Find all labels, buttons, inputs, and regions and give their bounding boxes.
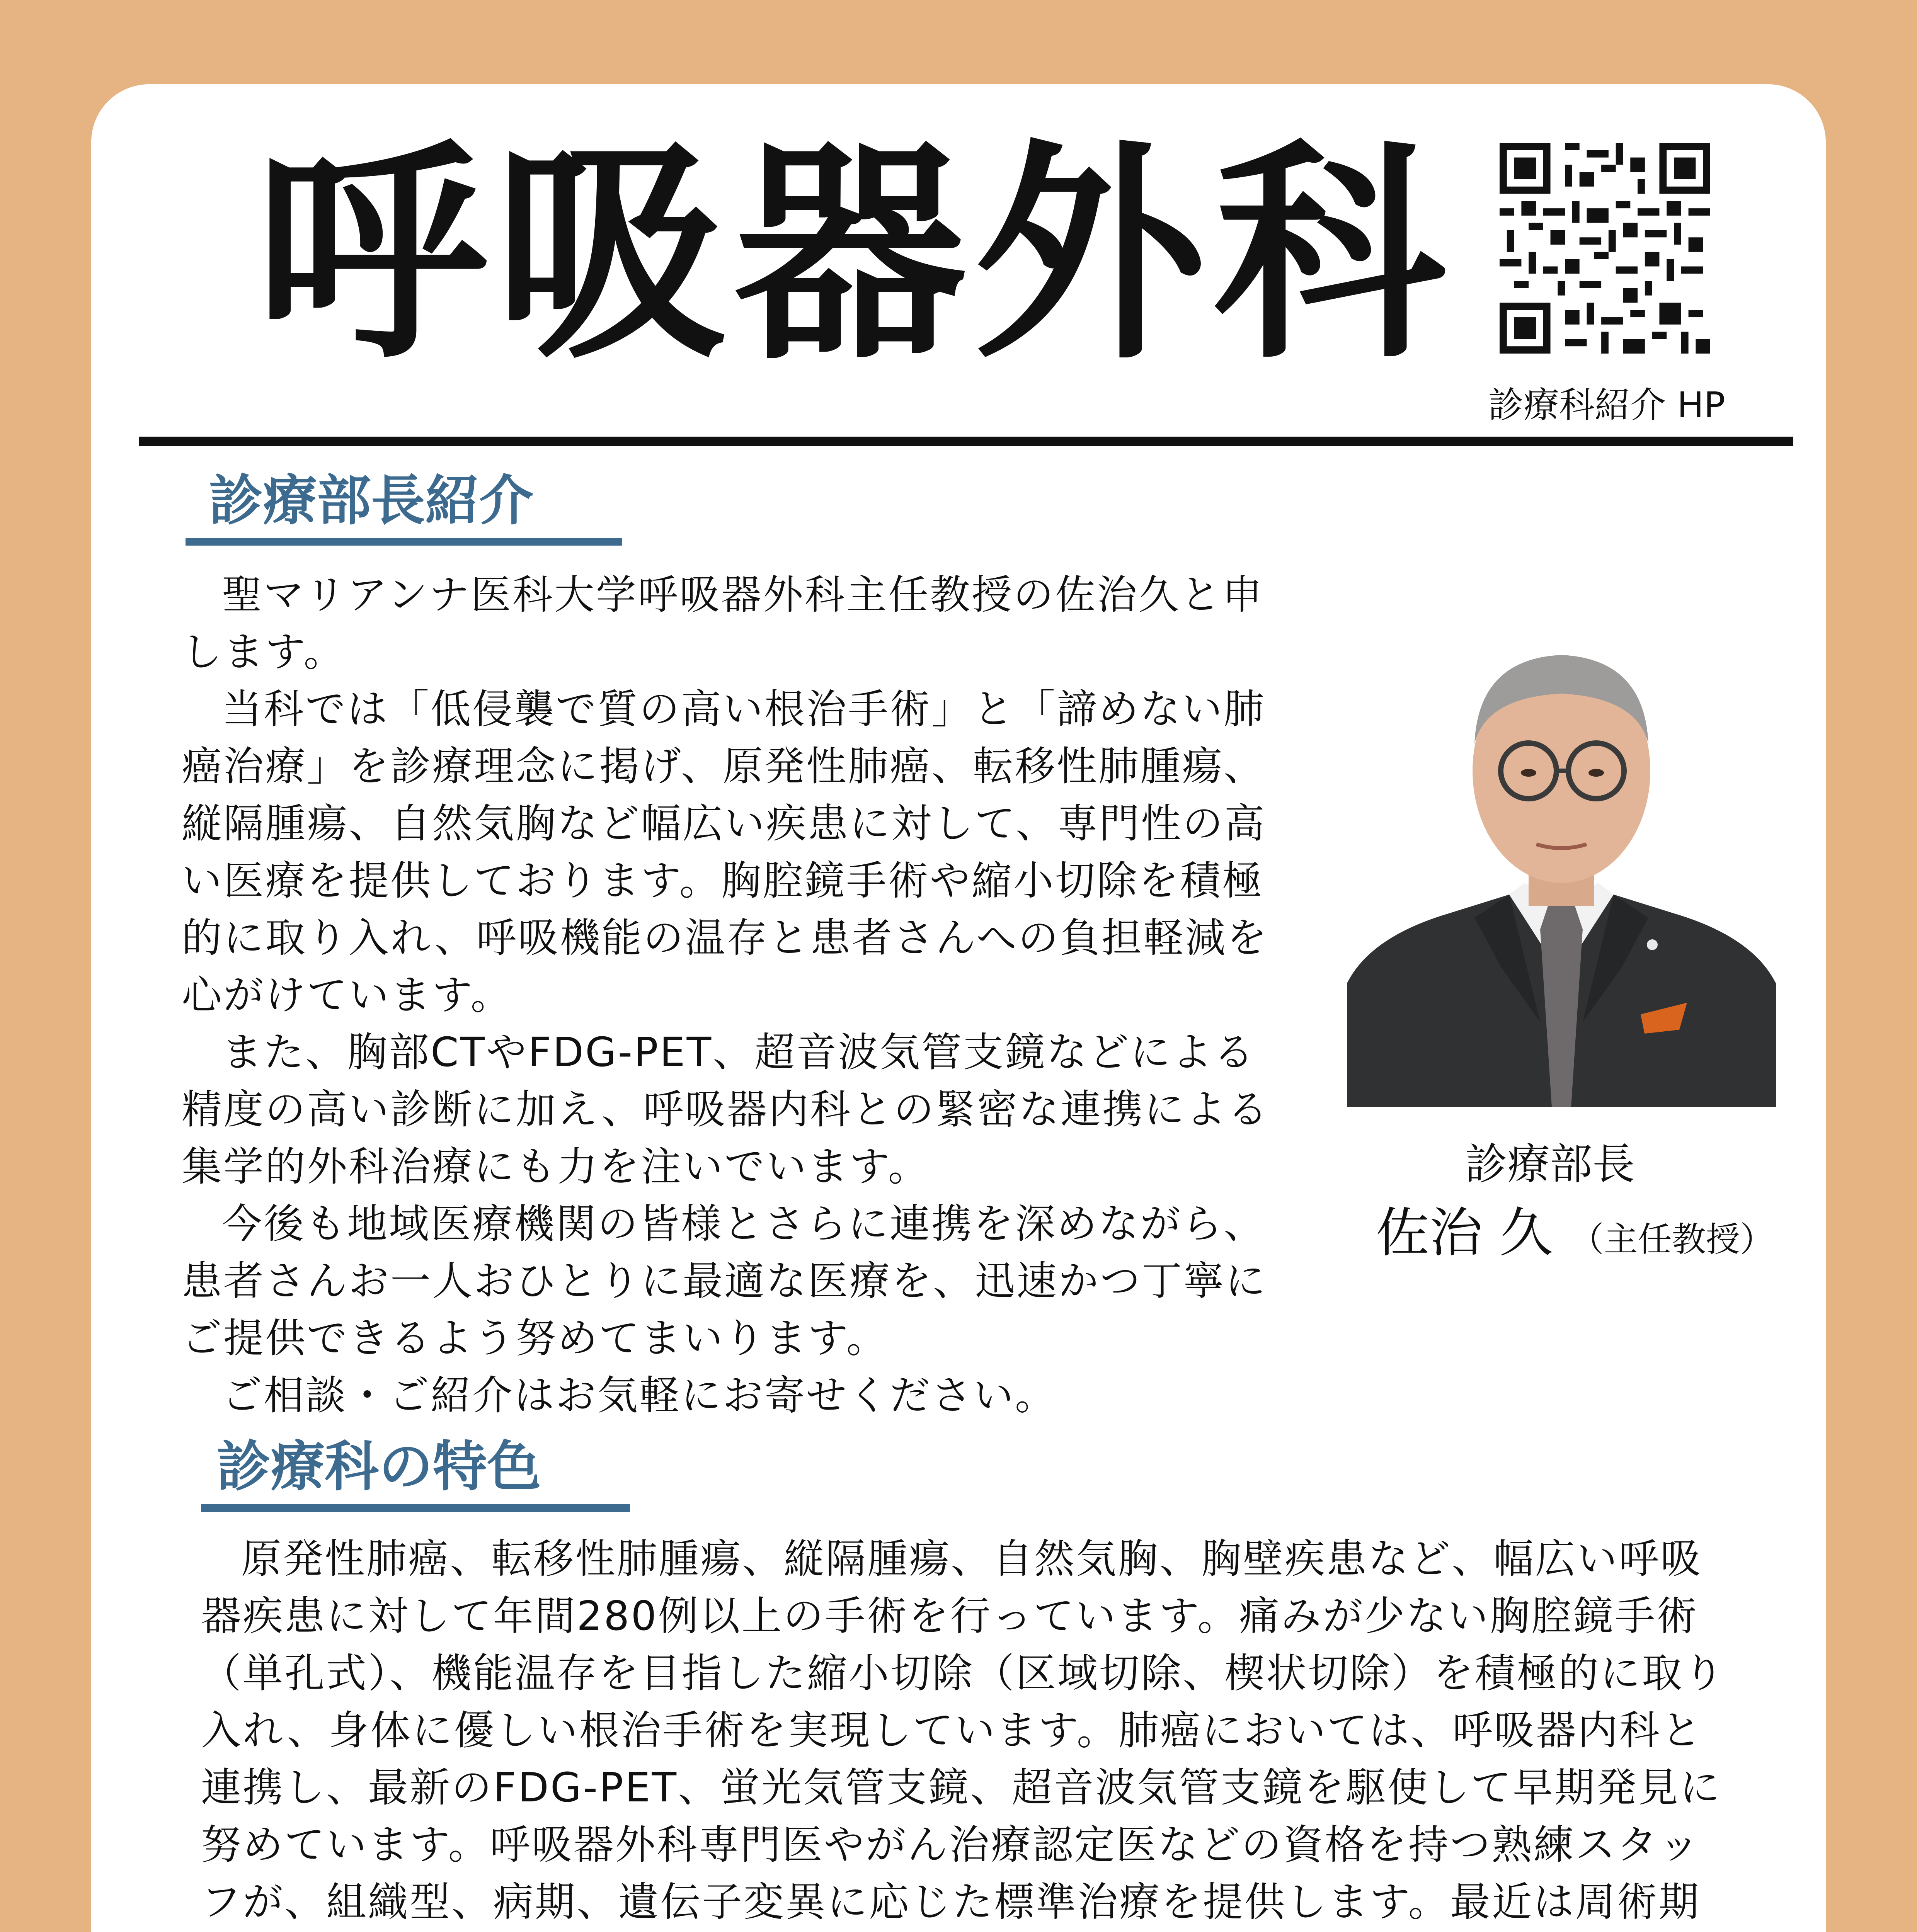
intro-paragraph: 今後も地域医療機関の皆様とさらに連携を深めながら、患者さんお一人おひとりに最適な医療を、迅速かつ丁寧にご提供できるよう努めてまいります。 xyxy=(182,1200,1267,1362)
qr-caption: 診療科紹介 HP xyxy=(1488,384,1725,426)
department-qr-code[interactable] xyxy=(1500,143,1710,354)
intro-text xyxy=(182,566,1291,1424)
title-divider xyxy=(139,437,1793,446)
intro-heading: 診療部長紹介 xyxy=(209,469,534,532)
intro-paragraph: また、胸部CTやFDG-PET、超音波気管支鏡などによる精度の高い診断に加え、呼吸器内科との緊密な連携による集学的外科治療にも力を注いでいます。 xyxy=(182,1029,1270,1190)
features-paragraph: 原発性肺癌、転移性肺腫瘍、縦隔腫瘍、自然気胸、胸壁疾患など、幅広い呼吸器疾患に対して年間280例以上の手術を行っています。痛みが少ない胸腔鏡手術（単孔式）、機能温存を目指した縮小切除（区域切除、楔状切除）を積極的に取り入れ、身体に優しい根治手術を実現しています。肺癌においては、呼吸器内科と連携し、最新のFDG-PET、蛍光気管支鏡、超音波気管支鏡を駆使して早期発見に努めています。呼吸器外科専門医やがん治療認定医などの資格を持つ熟練スタッフが、組織型、病期、遺伝子変異に応じた標準治療を提供します。最近は周術期 xyxy=(201,1535,1726,1925)
intro-paragraph: ご相談・ご紹介はお気軽にお寄せください。 xyxy=(222,1372,1057,1419)
chief-name: 佐治 久 xyxy=(1376,1202,1553,1264)
features-heading-rule xyxy=(201,1504,630,1512)
chief-name-line xyxy=(1376,1190,1774,1267)
intro-paragraph: 聖マリアンナ医科大学呼吸器外科主任教授の佐治久と申します。 xyxy=(182,571,1264,675)
intro-heading-rule xyxy=(186,538,622,546)
chief-portrait xyxy=(1347,597,1776,1107)
page-title: 呼吸器外科 xyxy=(255,120,1453,390)
intro-paragraph: 当科では「低侵襲で質の高い根治手術」と「諦めない肺癌治療」を診療理念に掲げ、原発性肺癌、転移性肺腫瘍、縦隔腫瘍、自然気胸など幅広い疾患に対して、専門性の高い医療を提供しております。胸腔鏡手術や縮小切除を積極的に取り入れ、呼吸機能の温存と患者さんへの負担軽減を心がけています。 xyxy=(182,685,1269,1019)
features-heading: 診療科の特色 xyxy=(216,1435,541,1498)
chief-role: 診療部長 xyxy=(1465,1139,1635,1189)
features-text xyxy=(201,1530,1731,1932)
chief-title: （主任教授） xyxy=(1570,1219,1774,1259)
